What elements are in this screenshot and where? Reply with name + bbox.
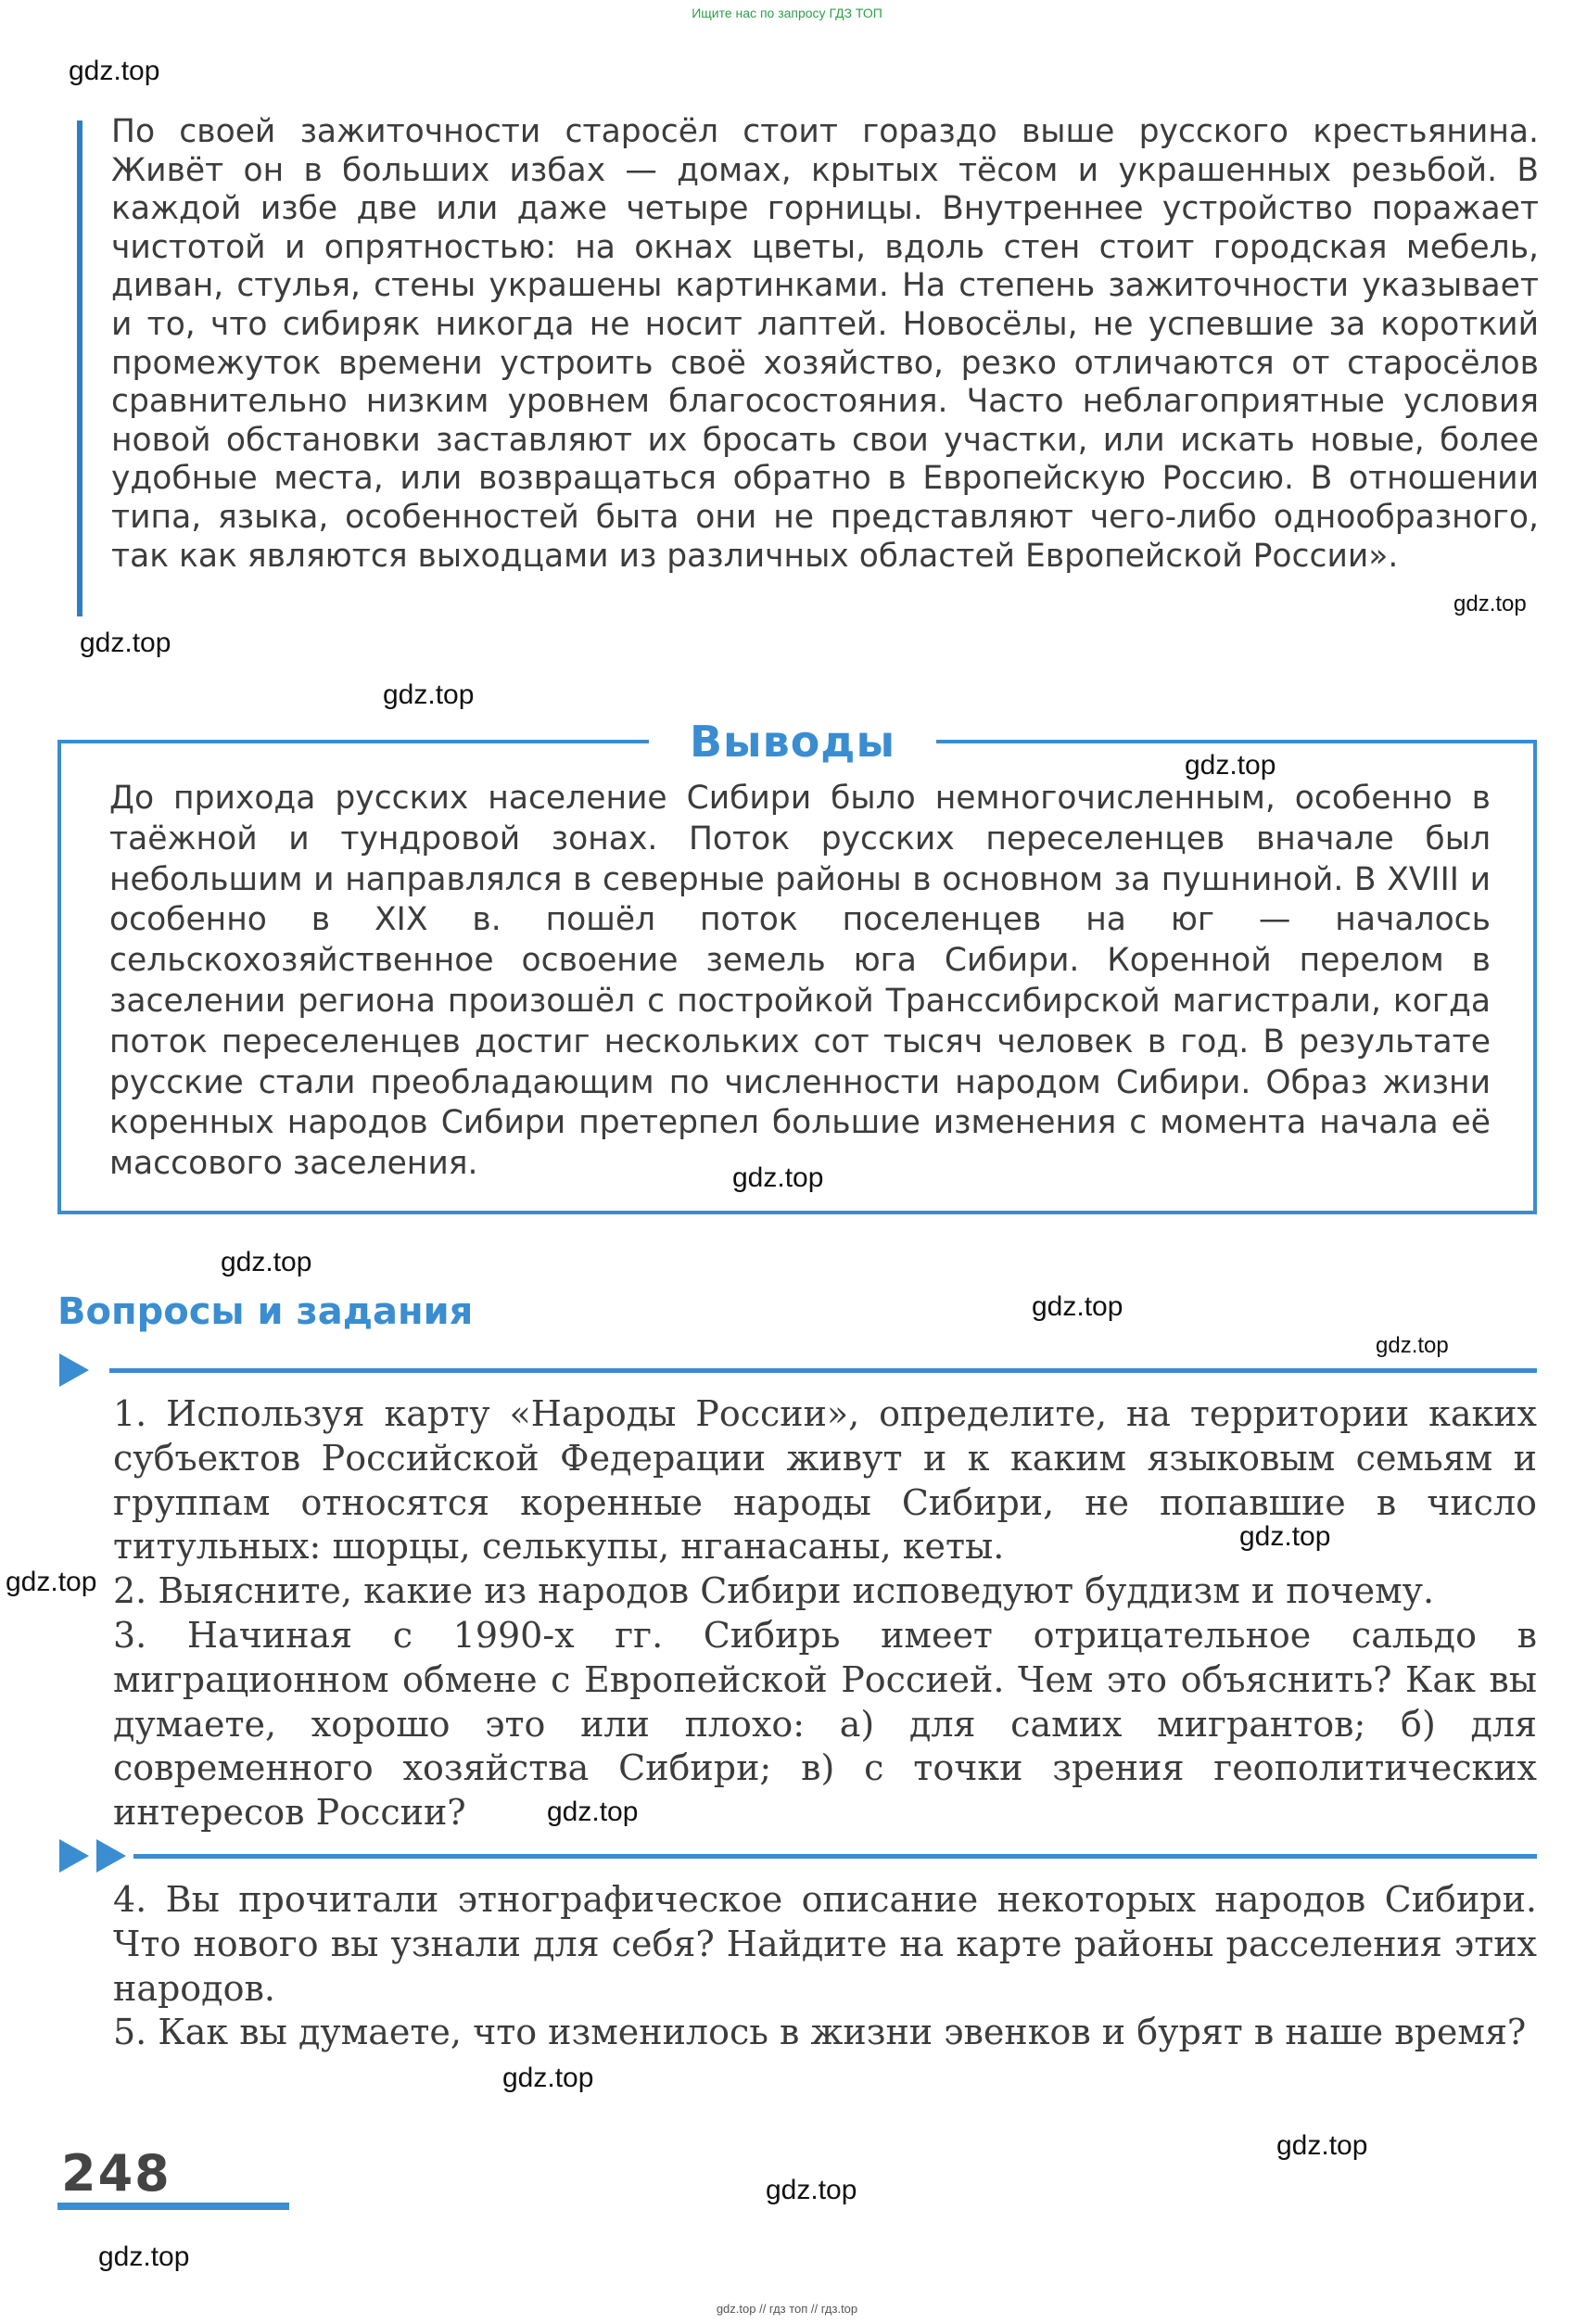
level2-tasks <box>113 1878 1537 2055</box>
task-2: 2. Выясните, какие из народов Сибири исповедуют буддизм и почему. <box>113 1570 1435 1612</box>
footer-note: gdz.top // гдз топ // гдз.top <box>716 2302 858 2316</box>
level2-rule <box>133 1854 1537 1859</box>
header-note: Ищите нас по запросу ГДЗ ТОП <box>692 6 882 20</box>
page-number: 248 <box>61 2144 171 2203</box>
task-5: 5. Как вы думаете, что изменилось в жизни эвенков и бурят в наше время? <box>113 2012 1527 2053</box>
watermark: gdz.top <box>98 2241 190 2272</box>
watermark: gdz.top <box>221 1247 312 1277</box>
level1-tasks <box>113 1392 1537 1835</box>
level2-triangle-icon-1 <box>59 1839 89 1873</box>
conclusions-title: Выводы <box>649 716 936 768</box>
task-3: 3. Начиная с 1990-х гг. Сибирь имеет отрицательное сальдо в миграционном обмене с Европейской Россией. Чем это объяснить? Как вы думаете, хорошо это или плохо: а) для самих мигрантов; б) для современного хозяйства Сибири; в) с точки зрения геополитических интересов России? <box>113 1614 1537 1834</box>
watermark: gdz.top <box>69 56 160 86</box>
conclusions-text: До прихода русских население Сибири было немногочисленным, особенно в таёжной и тундровой зонах. Поток русских переселенцев вначале был небольшим и направлялся в северные районы в основном за пушниной. В XVIII и особенно в XIX в. пошёл поток поселенцев на юг — началось сельскохозяйственное освоение земель юга Сибири. Коренной перелом в заселении региона произошёл с постройкой Транссибирской магистрали, когда поток переселенцев достиг нескольких сот тысяч человек в год. В результате русские стали преобладающим по численности народом Сибири. Образ жизни коренных народов Сибири претерпел большие изменения с момента начала её массового заселения. <box>109 780 1491 1183</box>
watermark: gdz.top <box>1032 1291 1123 1322</box>
watermark: gdz.top <box>1376 1333 1449 1358</box>
task-1: 1. Используя карту «Народы России», определите, на территории каких субъектов Российской Федерации живут и к каким языковым семьям и группам относятся коренные народы Сибири, не попавшие в число титульных: шорцы, селькупы, нганасаны, кеты. <box>113 1393 1537 1568</box>
level1-triangle-icon <box>59 1353 89 1387</box>
quote-text: По своей зажиточности старосёл стоит гораздо выше русского крестьянина. Живёт он в больших избах — домах, крытых тёсом и украшенных резьбой. В каждой избе две или даже четыре горницы. Внутреннее устройство поражает чистотой и опрятностью: на окнах цветы, вдоль стен стоит городская мебель, диван, стулья, стены украшены картинками. На степень зажиточности указывает и то, что сибиряк никогда не носит лаптей. Новосёлы, не успевшие за короткий промежуток времени устроить своё хозяйство, резко отличаются от старосёлов сравнительно низким уровнем благосостояния. Часто неблагоприятные условия новой обстановки заставляют их бросать свои участки, или искать новые, более удобные места, или возвращаться обратно в Европейскую Россию. В отношении типа, языка, особенностей быта они не представляют чего-либо однообразного, так как являются выходцами из различных областей Европейской России». <box>111 113 1539 575</box>
watermark: gdz.top <box>1185 750 1276 781</box>
watermark: gdz.top <box>80 628 171 658</box>
watermark: gdz.top <box>766 2175 857 2205</box>
questions-title: Вопросы и задания <box>57 1290 474 1333</box>
watermark: gdz.top <box>6 1567 97 1597</box>
quote-block <box>111 113 1539 576</box>
watermark: gdz.top <box>1276 2130 1368 2161</box>
task-4: 4. Вы прочитали этнографическое описание некоторых народов Сибири. Что нового вы узнали для себя? Найдите на карте районы расселения этих народов. <box>113 1879 1537 2009</box>
page-number-bar <box>57 2203 289 2210</box>
watermark: gdz.top <box>732 1162 824 1193</box>
level1-rule <box>109 1368 1537 1373</box>
watermark: gdz.top <box>383 679 475 710</box>
watermark: gdz.top <box>1453 591 1527 616</box>
watermark: gdz.top <box>502 2063 594 2093</box>
level2-triangle-icon-2 <box>96 1839 126 1873</box>
watermark: gdz.top <box>547 1797 639 1827</box>
watermark: gdz.top <box>1239 1521 1331 1552</box>
quote-bar <box>77 121 83 616</box>
